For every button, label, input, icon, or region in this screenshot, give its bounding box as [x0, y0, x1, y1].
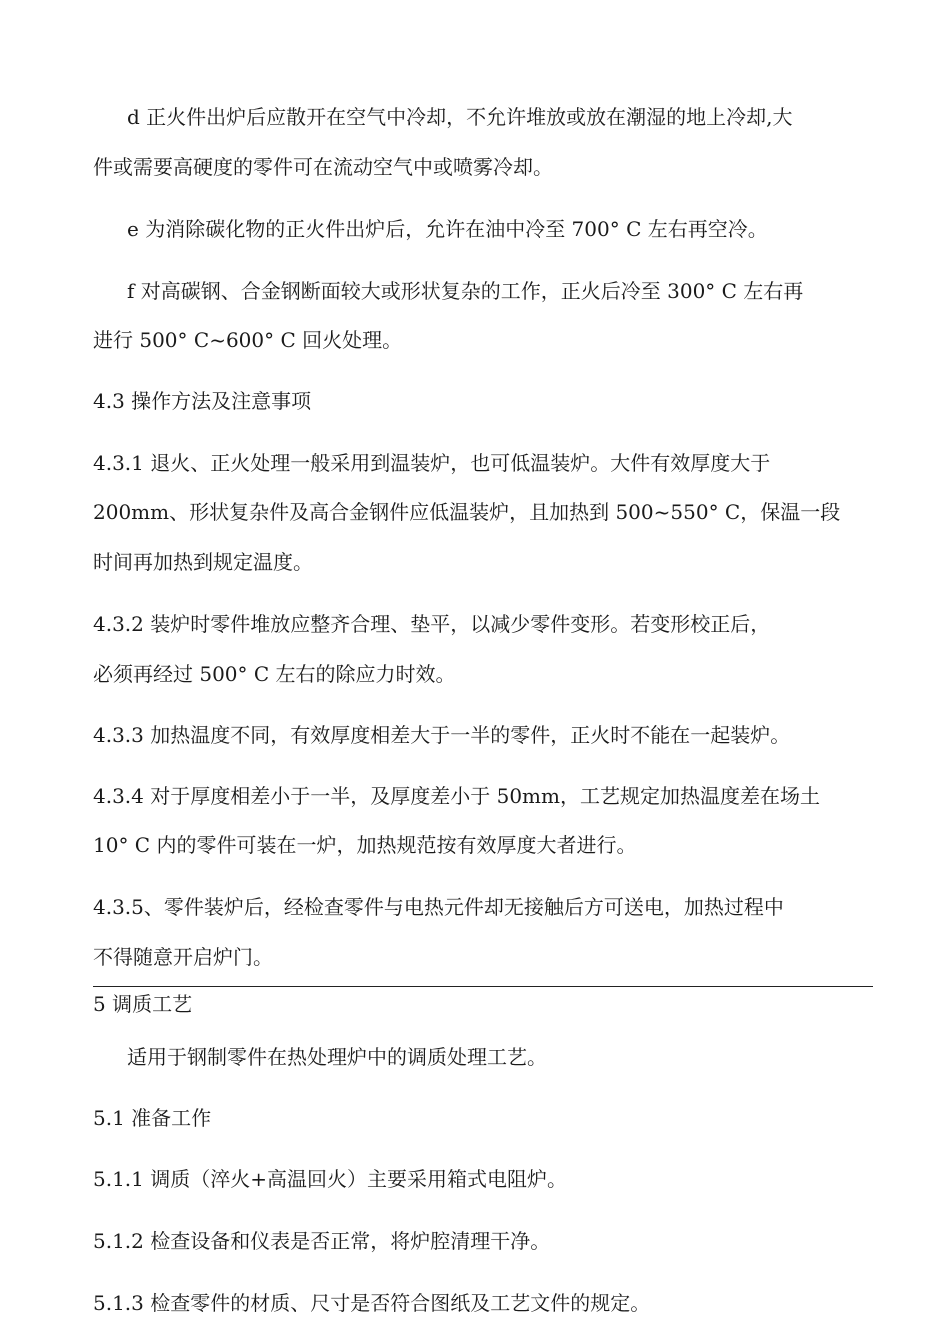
paragraph-4-3-1-line-2: 200mm、形状复杂件及高合金钢件应低温装炉，且加热到 500~550° C，保温一段 — [93, 500, 841, 524]
paragraph-f-line-2: 进行 500° C~600° C 回火处理。 — [93, 328, 403, 352]
paragraph-4-3-5-line-1: 4.3.5、零件装炉后，经检查零件与电热元件却无接触后方可送电，加热过程中 — [93, 895, 784, 919]
paragraph-5-1-2: 5.1.2 检查设备和仪表是否正常，将炉腔清理干净。 — [93, 1229, 551, 1253]
paragraph-4-3-1-line-1: 4.3.1 退火、正火处理一般采用到温装炉，也可低温装炉。大件有效厚度大于 — [93, 451, 771, 475]
paragraph-4-3-2-line-2: 必须再经过 500° C 左右的除应力时效。 — [93, 662, 456, 686]
paragraph-f-line-1: f 对高碳钢、合金钢断面较大或形状复杂的工作，正火后冷至 300° C 左右再 — [127, 279, 804, 303]
section-divider — [93, 986, 873, 987]
paragraph-4-3-4-line-1: 4.3.4 对于厚度相差小于一半，及厚度差小于 50mm，工艺规定加热温度差在场土 — [93, 784, 820, 808]
paragraph-d-line-2: 件或需要高硬度的零件可在流动空气中或喷雾冷却。 — [93, 155, 553, 179]
paragraph-e-line-1: e 为消除碳化物的正火件出炉后，允许在油中冷至 700° C 左右再空冷。 — [127, 217, 768, 241]
section-5-1-title: 5.1 准备工作 — [93, 1106, 212, 1130]
paragraph-4-3-1-line-3: 时间再加热到规定温度。 — [93, 550, 313, 574]
paragraph-4-3-2-line-1: 4.3.2 装炉时零件堆放应整齐合理、垫平，以减少零件变形。若变形校正后， — [93, 612, 771, 636]
section-5-title: 5 调质工艺 — [93, 992, 193, 1016]
section-5-intro: 适用于钢制零件在热处理炉中的调质处理工艺。 — [127, 1045, 547, 1069]
paragraph-4-3-4-line-2: 10° C 内的零件可装在一炉，加热规范按有效厚度大者进行。 — [93, 833, 637, 857]
paragraph-5-1-1: 5.1.1 调质（淬火+高温回火）主要采用箱式电阻炉。 — [93, 1167, 568, 1191]
paragraph-5-1-3: 5.1.3 检查零件的材质、尺寸是否符合图纸及工艺文件的规定。 — [93, 1291, 651, 1315]
paragraph-d-line-1: d 正火件出炉后应散开在空气中冷却，不允许堆放或放在潮湿的地上冷却,大 — [127, 105, 793, 129]
paragraph-4-3-3-line-1: 4.3.3 加热温度不同，有效厚度相差大于一半的零件，正火时不能在一起装炉。 — [93, 723, 791, 747]
section-4-3-title: 4.3 操作方法及注意事项 — [93, 389, 312, 413]
paragraph-4-3-5-line-2: 不得随意开启炉门。 — [93, 945, 273, 969]
